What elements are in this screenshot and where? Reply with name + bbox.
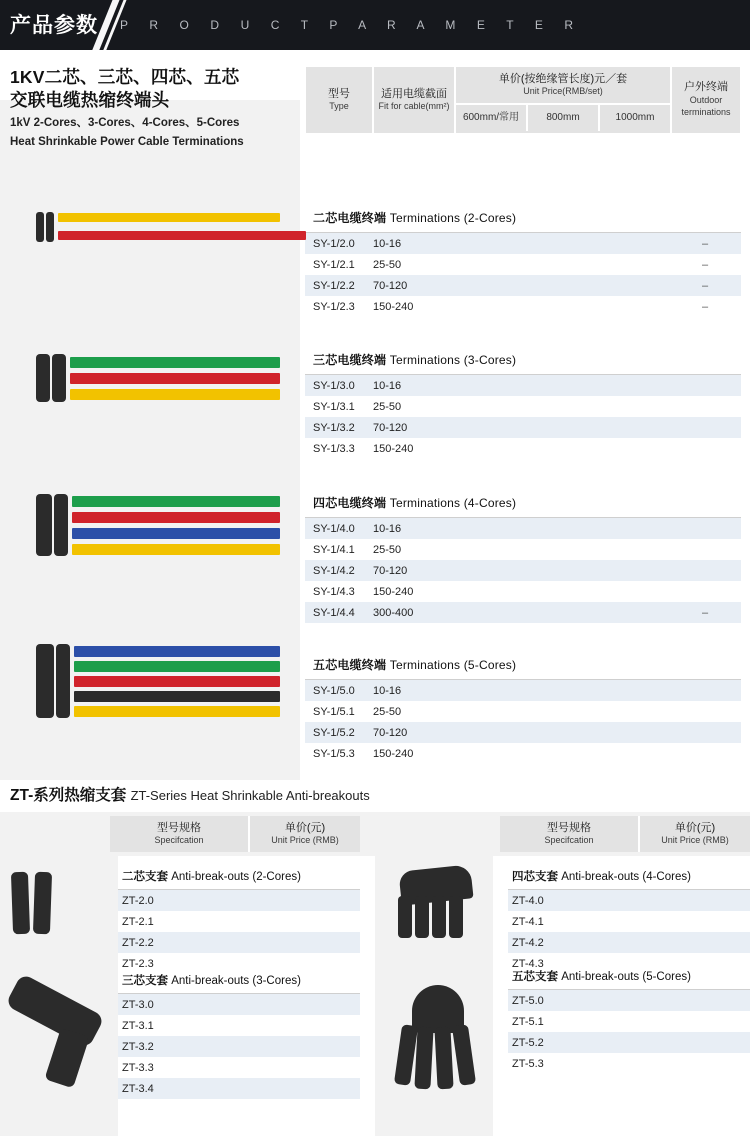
zt-group-3-title-cn: 三芯支套 [122, 975, 168, 987]
cell-outdoor: – [701, 279, 709, 292]
zt-row: ZT-5.0 [508, 990, 750, 1011]
boot-body [36, 494, 52, 556]
boot-leg [44, 1028, 89, 1089]
table-row [305, 518, 741, 539]
zt-group-4-title-en: Anti-break-outs (4-Cores) [561, 871, 691, 883]
table-row [305, 254, 741, 275]
zt-header-spec-left [110, 816, 250, 852]
cell-fit: 25-50 [373, 400, 402, 413]
group-4-cores-title-cn: 四芯电缆终端 [313, 496, 387, 510]
cell-fit: 70-120 [373, 421, 408, 434]
cell-fit: 70-120 [373, 726, 408, 739]
zt-header-price-en: Unit Price (RMB) [271, 835, 339, 845]
cell-type: SY-1/5.2 [313, 726, 355, 739]
cell-type: SY-1/4.2 [313, 564, 355, 577]
zt-photo-4-cores [390, 868, 500, 958]
boot-leg [432, 896, 446, 938]
header-price-cn: 单价(按绝缘管长度)元／套 [498, 72, 628, 85]
zt-table-header-left [0, 816, 360, 852]
tube-blue [72, 528, 280, 539]
zt-group-4-title [508, 865, 750, 890]
table-row [305, 680, 741, 701]
cell-type: SY-1/3.2 [313, 421, 355, 434]
boot-body [36, 644, 54, 718]
product-photo-2-cores [36, 205, 286, 275]
tube-red [72, 512, 280, 523]
tube-blue [74, 646, 280, 657]
group-4-cores [305, 490, 741, 623]
zt-group-5-title-en: Anti-break-outs (5-Cores) [561, 971, 691, 983]
zt-row: ZT-4.0 [508, 890, 750, 911]
zt-row: ZT-5.2 [508, 1032, 750, 1053]
zt-group-5-cores [508, 965, 750, 1074]
tube-red [58, 231, 306, 240]
zt-header-spec-cn: 型号规格 [547, 821, 591, 834]
group-5-cores-title-cn: 五芯电缆终端 [313, 658, 387, 672]
cell-outdoor: – [701, 258, 709, 271]
zt-header-price-cn: 单价(元) [284, 821, 326, 834]
boot-leg [434, 1027, 453, 1090]
header-cell-outdoor [672, 67, 740, 133]
tube-red [70, 373, 280, 384]
zt-row: ZT-4.1 [512, 915, 544, 928]
header-price-col-600: 600mm/常用 [456, 105, 528, 131]
table-row [305, 396, 741, 417]
zt-group-2-title-en: Anti-break-outs (2-Cores) [171, 871, 301, 883]
zt-table-header-right [390, 816, 750, 852]
cell-fit: 25-50 [373, 543, 402, 556]
zt-photo-5-cores [390, 985, 510, 1100]
table-row [305, 722, 741, 743]
section1-title-en-line1: 1kV 2-Cores、3-Cores、4-Cores、5-Cores [10, 117, 240, 129]
cell-type: SY-1/2.1 [313, 258, 355, 271]
boot-leg [452, 1024, 476, 1086]
zt-row: ZT-2.3 [122, 957, 154, 970]
header-fit-cn: 适用电缆截面 [381, 87, 447, 100]
group-4-cores-title [305, 490, 741, 518]
cell-fit: 70-120 [373, 564, 408, 577]
cell-type: SY-1/4.0 [313, 522, 355, 535]
cell-type: SY-1/2.0 [313, 237, 355, 250]
section2-title-cn: ZT-系列热缩支套 [10, 787, 127, 804]
zt-photo-2-cores [10, 872, 110, 942]
page-banner [0, 0, 750, 50]
section2-title-en: ZT-Series Heat Shrinkable Anti-breakouts [130, 788, 370, 803]
zt-group-3-cores [118, 969, 360, 1099]
banner-title-cn: 产品参数 [10, 14, 98, 37]
zt-header-price-left [250, 816, 360, 852]
header-price-columns [456, 105, 670, 131]
cell-outdoor: – [701, 606, 709, 619]
page-body [0, 50, 750, 1095]
boot-body [54, 494, 68, 556]
table-row [305, 275, 741, 296]
section1-title-cn-line1: 1KV二芯、三芯、四芯、五芯 [10, 67, 240, 87]
zt-group-2-cores [118, 865, 360, 974]
zt-row: ZT-3.4 [118, 1078, 360, 1099]
cell-type: SY-1/3.3 [313, 442, 355, 455]
tube-green [74, 661, 280, 672]
product-photo-4-cores [36, 492, 286, 584]
table-row [305, 375, 741, 396]
cell-type: SY-1/4.4 [313, 606, 355, 619]
zt-header-spec-en: Specifcation [544, 835, 594, 845]
zt-row: ZT-5.3 [512, 1057, 544, 1070]
spec-table-header [305, 66, 741, 134]
zt-row: ZT-4.3 [512, 957, 544, 970]
group-3-cores-title [305, 347, 741, 375]
table-row [305, 438, 741, 459]
cell-fit: 10-16 [373, 522, 402, 535]
cell-fit: 150-240 [373, 300, 414, 313]
table-row [305, 296, 741, 317]
product-photo-3-cores [36, 352, 286, 432]
group-5-cores-title-en: Terminations (5-Cores) [389, 658, 517, 672]
table-row [305, 743, 741, 764]
boot-leg [398, 896, 412, 938]
group-2-cores-title-cn: 二芯电缆终端 [313, 211, 387, 225]
cell-type: SY-1/2.3 [313, 300, 355, 313]
cell-type: SY-1/2.2 [313, 279, 355, 292]
tube-yellow [70, 389, 280, 400]
group-2-cores-title-en: Terminations (2-Cores) [389, 211, 517, 225]
boot-body [52, 354, 66, 402]
cell-type: SY-1/3.0 [313, 379, 355, 392]
header-price-col-800: 800mm [528, 105, 600, 131]
cell-fit: 25-50 [373, 705, 402, 718]
zt-group-2-title-cn: 二芯支套 [122, 871, 168, 883]
zt-group-4-cores [508, 865, 750, 974]
cell-fit: 150-240 [373, 442, 414, 455]
zt-row: ZT-3.1 [122, 1019, 154, 1032]
section1-title-block [10, 66, 300, 149]
banner-title-en: P R O D U C T P A R A M E T E R [120, 18, 583, 32]
cell-type: SY-1/5.3 [313, 747, 355, 760]
group-5-cores-title [305, 652, 741, 680]
zt-header-price-cn: 单价(元) [674, 821, 716, 834]
table-row [305, 560, 741, 581]
cell-outdoor: – [701, 300, 709, 313]
cell-fit: 10-16 [373, 237, 402, 250]
table-row [305, 581, 741, 602]
cell-fit: 150-240 [373, 585, 414, 598]
table-row [305, 701, 741, 722]
zt-row: ZT-3.3 [122, 1061, 154, 1074]
cell-type: SY-1/4.1 [313, 543, 355, 556]
tube-black [74, 691, 280, 702]
cell-fit: 10-16 [373, 379, 402, 392]
boot-body [36, 212, 44, 242]
boot-leg [449, 896, 463, 938]
boot-body [5, 973, 105, 1049]
zt-row: ZT-2.0 [118, 890, 360, 911]
group-3-cores-title-cn: 三芯电缆终端 [313, 353, 387, 367]
group-3-cores [305, 347, 741, 459]
table-row [305, 602, 741, 623]
cell-fit: 70-120 [373, 279, 408, 292]
zt-group-2-title [118, 865, 360, 890]
header-cell-type [306, 67, 374, 133]
zt-group-3-title [118, 969, 360, 994]
cell-fit: 10-16 [373, 684, 402, 697]
cell-fit: 25-50 [373, 258, 402, 271]
cell-fit: 150-240 [373, 747, 414, 760]
boot-body [11, 872, 30, 935]
table-row [305, 539, 741, 560]
section1-title-en-line2: Heat Shrinkable Power Cable Terminations [10, 135, 244, 148]
table-row [305, 233, 741, 254]
boot-body [56, 644, 70, 718]
boot-body [33, 872, 52, 935]
boot-body [46, 212, 54, 242]
header-cell-fit [374, 67, 456, 133]
zt-group-4-title-cn: 四芯支套 [512, 871, 558, 883]
group-2-cores [305, 205, 741, 317]
header-type-cn: 型号 [328, 87, 350, 100]
zt-header-price-en: Unit Price (RMB) [661, 835, 729, 845]
cell-type: SY-1/3.1 [313, 400, 355, 413]
zt-header-spec-cn: 型号规格 [157, 821, 201, 834]
zt-row: ZT-2.2 [118, 932, 360, 953]
table-row [305, 417, 741, 438]
header-price-top [456, 67, 670, 105]
group-2-cores-title [305, 205, 741, 233]
zt-photo-3-cores [6, 985, 121, 1095]
zt-row: ZT-2.1 [122, 915, 154, 928]
tube-red [74, 676, 280, 687]
zt-group-3-title-en: Anti-break-outs (3-Cores) [171, 975, 301, 987]
zt-row: ZT-4.2 [508, 932, 750, 953]
zt-row: ZT-5.1 [512, 1015, 544, 1028]
header-price-en: Unit Price(RMB/set) [523, 86, 603, 96]
zt-header-spec-en: Specifcation [154, 835, 204, 845]
zt-row: ZT-3.0 [118, 994, 360, 1015]
cell-type: SY-1/4.3 [313, 585, 355, 598]
boot-body [36, 354, 50, 402]
zt-group-5-title [508, 965, 750, 990]
cell-type: SY-1/5.0 [313, 684, 355, 697]
header-fit-en: Fit for cable(mm²) [378, 101, 450, 111]
zt-header-price-right [640, 816, 750, 852]
tube-green [72, 496, 280, 507]
header-outdoor-en-1: Outdoor [689, 94, 723, 105]
zt-row: ZT-3.2 [118, 1036, 360, 1057]
tube-green [70, 357, 280, 368]
cell-outdoor: – [701, 237, 709, 250]
product-photo-5-cores [36, 642, 286, 742]
section2-title [10, 783, 370, 805]
boot-leg [415, 896, 429, 938]
boot-leg [414, 1027, 433, 1090]
header-cell-price [456, 67, 672, 133]
zt-group-5-title-cn: 五芯支套 [512, 971, 558, 983]
header-price-col-1000: 1000mm [615, 111, 655, 123]
header-outdoor-cn: 户外终端 [684, 81, 728, 94]
group-4-cores-title-en: Terminations (4-Cores) [389, 496, 517, 510]
group-5-cores [305, 652, 741, 764]
header-type-en: Type [329, 101, 349, 111]
header-outdoor-en-2: terminations [681, 107, 731, 118]
section1-title-cn-line2: 交联电缆热缩终端头 [10, 90, 170, 110]
cell-type: SY-1/5.1 [313, 705, 355, 718]
zt-header-spec-right [500, 816, 640, 852]
cell-fit: 300-400 [373, 606, 414, 619]
group-3-cores-title-en: Terminations (3-Cores) [389, 353, 517, 367]
tube-yellow [72, 544, 280, 555]
tube-yellow [74, 706, 280, 717]
tube-yellow [58, 213, 280, 222]
